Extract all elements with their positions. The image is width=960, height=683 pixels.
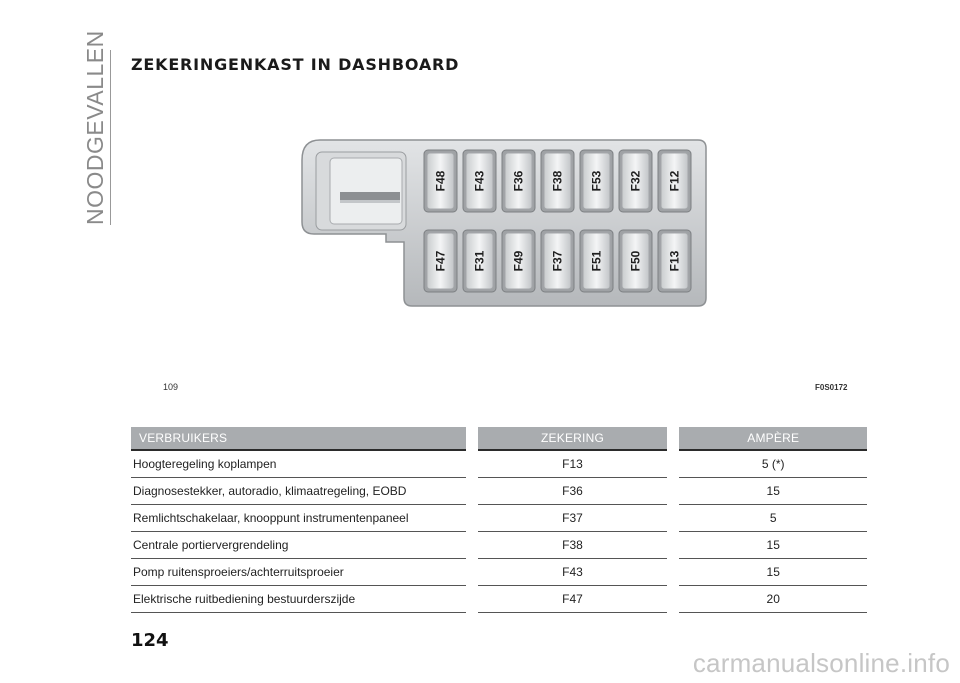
fuse-label: F37 <box>550 250 565 272</box>
cell-user: Elektrische ruitbediening bestuurderszijde <box>131 586 466 613</box>
section-tab <box>82 30 112 225</box>
fuse-slot <box>658 150 691 212</box>
fuse-slot <box>658 230 691 292</box>
table-row <box>131 532 867 559</box>
fuse-label: F49 <box>511 250 526 272</box>
table-row <box>131 450 867 478</box>
fuse-label: F12 <box>667 170 682 192</box>
fuse-label: F48 <box>433 170 448 192</box>
fuse-slot <box>502 150 535 212</box>
watermark: carmanualsonline.info <box>692 648 950 678</box>
cell-ampere: 15 <box>679 532 867 559</box>
cell-user: Pomp ruitensproeiers/achterruitsproeier <box>131 559 466 586</box>
page-title: ZEKERINGENKAST IN DASHBOARD <box>131 55 460 74</box>
fuse-slot <box>424 230 457 292</box>
fuse-slot <box>424 150 457 212</box>
fuse-box-diagram <box>290 130 710 315</box>
section-divider <box>110 50 111 225</box>
figure-code: F0S0172 <box>815 383 848 392</box>
table-body <box>131 450 867 613</box>
table-row <box>131 586 867 613</box>
fuse-label: F47 <box>433 250 448 272</box>
figure-number: 109 <box>163 382 179 392</box>
fuse-slot <box>580 230 613 292</box>
cell-fuse: F37 <box>478 505 667 532</box>
fuse-label: F13 <box>667 250 682 272</box>
fuse-label: F53 <box>589 170 604 192</box>
section-title: NOODGEVALLEN <box>82 30 108 225</box>
fuse-label: F43 <box>472 170 487 192</box>
header-fuse: ZEKERING <box>478 427 667 450</box>
cell-ampere: 20 <box>679 586 867 613</box>
fuse-label: F51 <box>589 250 604 272</box>
table-row <box>131 478 867 505</box>
fuse-label: F31 <box>472 250 487 272</box>
fuse-slot <box>463 150 496 212</box>
cell-user: Hoogteregeling koplampen <box>131 450 466 478</box>
cell-user: Diagnosestekker, autoradio, klimaatregeling, EOBD <box>131 478 466 505</box>
fuse-slot <box>619 230 652 292</box>
header-users: VERBRUIKERS <box>131 427 466 450</box>
cell-fuse: F13 <box>478 450 667 478</box>
cell-ampere: 15 <box>679 478 867 505</box>
cell-fuse: F36 <box>478 478 667 505</box>
table-row <box>131 559 867 586</box>
fuse-label: F38 <box>550 170 565 192</box>
cell-ampere: 5 (*) <box>679 450 867 478</box>
table-header-row <box>131 427 867 450</box>
header-ampere: AMPÈRE <box>679 427 867 450</box>
cell-ampere: 15 <box>679 559 867 586</box>
fuse-label: F50 <box>628 250 643 272</box>
fuse-slot <box>619 150 652 212</box>
fuse-slot <box>502 230 535 292</box>
fuse-table <box>131 427 867 613</box>
fuse-slot <box>463 230 496 292</box>
fuse-slot <box>580 150 613 212</box>
page-number: 124 <box>131 630 169 651</box>
fuse-slot <box>541 230 574 292</box>
cell-user: Remlichtschakelaar, knooppunt instrumentenpaneel <box>131 505 466 532</box>
cell-user: Centrale portiervergrendeling <box>131 532 466 559</box>
cell-ampere: 5 <box>679 505 867 532</box>
cell-fuse: F47 <box>478 586 667 613</box>
fuse-label: F32 <box>628 170 643 192</box>
fuse-label: F36 <box>511 170 526 192</box>
cell-fuse: F38 <box>478 532 667 559</box>
fuse-slot <box>541 150 574 212</box>
table-row <box>131 505 867 532</box>
cell-fuse: F43 <box>478 559 667 586</box>
